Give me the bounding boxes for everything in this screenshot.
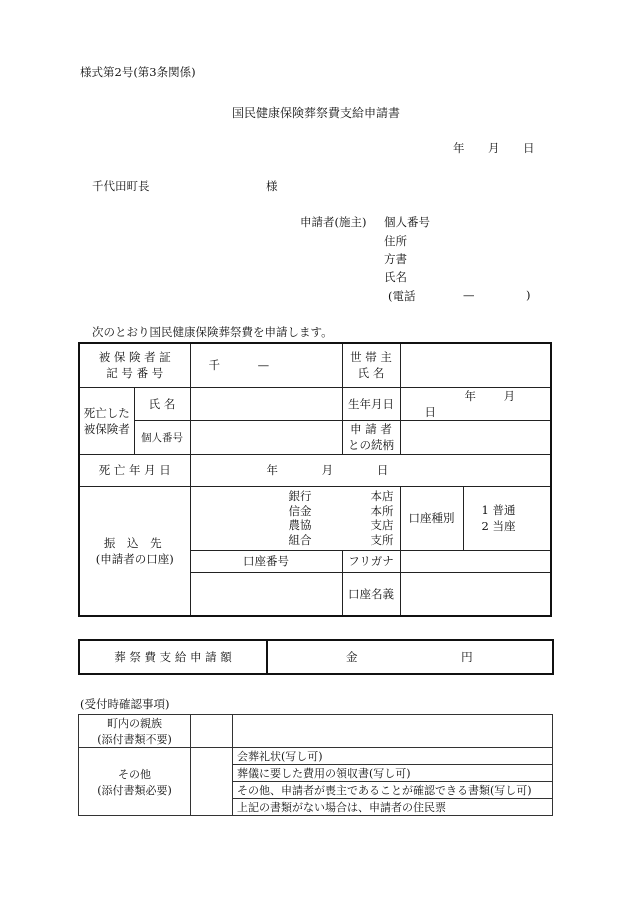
page-title: 国民健康保険葬祭費支給申請書 <box>232 106 401 120</box>
branch-type-sub[interactable]: 支所 <box>370 532 394 547</box>
relation-field[interactable] <box>400 420 551 454</box>
application-table <box>78 342 552 617</box>
date-month: 月 <box>488 141 500 155</box>
reception-table <box>78 714 553 816</box>
bank-type-bank[interactable]: 銀行 <box>288 489 312 503</box>
deceased-name-label: 氏 名 <box>134 387 190 420</box>
bank-type-shinkin[interactable]: 信金 <box>288 503 312 518</box>
birthdate-label: 生年月日 <box>342 387 400 420</box>
deceased-label: 死亡した 被保険者 <box>79 387 134 454</box>
other-check-field[interactable] <box>191 748 233 816</box>
document-item[interactable]: 葬儀に要した費用の領収書(写し可) <box>233 765 553 782</box>
transfer-destination-label: 振 込 先 (申請者の口座) <box>79 486 190 616</box>
deceased-personal-no-label: 個人番号 <box>134 420 190 454</box>
insurance-number-label: 被 保 険 者 証 記 号 番 号 <box>79 343 190 387</box>
date-day: 日 <box>523 141 535 155</box>
death-date-label: 死 亡 年 月 日 <box>79 454 190 486</box>
householder-label: 世 帯 主 氏 名 <box>342 343 400 387</box>
account-type-options[interactable] <box>463 486 551 550</box>
death-date-field[interactable]: 年 月 日 <box>190 454 551 486</box>
relation-label: 申 請 者 との続柄 <box>342 420 400 454</box>
deceased-name-field[interactable] <box>190 387 342 420</box>
bank-name-field[interactable] <box>190 486 400 550</box>
furigana-label: フリガナ <box>342 550 400 572</box>
account-number-label: 口座番号 <box>190 550 342 572</box>
form-number: 様式第2号(第3条関係) <box>80 65 196 79</box>
date-year: 年 <box>453 141 465 155</box>
relatives-check-field[interactable] <box>191 715 233 748</box>
account-holder-field[interactable] <box>400 572 551 616</box>
applicant-address[interactable]: 住所 <box>384 234 407 248</box>
document-item[interactable]: 上記の書類がない場合は、申請者の住民票 <box>233 799 553 816</box>
account-type-label: 口座種別 <box>400 486 463 550</box>
deceased-personal-no-field[interactable] <box>190 420 342 454</box>
addressee-honorific: 様 <box>266 179 278 193</box>
branch-type-head[interactable]: 本所 <box>370 503 394 518</box>
furigana-field[interactable] <box>400 550 551 572</box>
amount-table <box>78 639 554 675</box>
reception-title: (受付時確認事項) <box>80 697 170 711</box>
account-number-field[interactable] <box>190 572 342 616</box>
householder-name-field[interactable] <box>400 343 551 387</box>
applicant-address-detail[interactable]: 方書 <box>384 252 407 266</box>
relatives-note-field[interactable] <box>233 715 553 748</box>
branch-type-main[interactable]: 本店 <box>370 489 394 503</box>
applicant-phone-label[interactable]: (電話 <box>388 289 416 303</box>
document-item[interactable]: その他、申請者が喪主であることが確認できる書類(写し可) <box>233 782 553 799</box>
applicant-name[interactable]: 氏名 <box>384 270 407 284</box>
applicant-phone-close: ) <box>526 288 531 302</box>
bank-type-nokyo[interactable]: 農協 <box>288 518 312 532</box>
account-type-ordinary[interactable]: 1 普通 <box>481 503 516 517</box>
amount-label: 葬 祭 費 支 給 申 請 額 <box>79 640 267 674</box>
document-item[interactable]: 会葬礼状(写し可) <box>233 748 553 765</box>
applicant-personal-no[interactable]: 個人番号 <box>384 215 430 229</box>
relatives-label: 町内の親族 (添付書類不要) <box>79 715 191 748</box>
birthdate-field[interactable]: 年 月 日 <box>400 387 551 420</box>
account-type-current[interactable]: 2 当座 <box>481 519 516 533</box>
bank-type-kumiai[interactable]: 組合 <box>288 532 312 547</box>
branch-type-branch[interactable]: 支店 <box>370 518 394 532</box>
intro-text: 次のとおり国民健康保険葬祭費を申請します。 <box>92 325 333 339</box>
account-holder-label: 口座名義 <box>342 572 400 616</box>
addressee-name: 千代田町長 <box>92 179 150 193</box>
insurance-number-field[interactable]: 千 — <box>190 343 342 387</box>
applicant-label: 申請者(施主) <box>300 215 367 229</box>
amount-field[interactable]: 金 円 <box>267 640 553 674</box>
other-label: その他 (添付書類必要) <box>79 748 191 816</box>
applicant-phone-dash: — <box>463 288 475 302</box>
